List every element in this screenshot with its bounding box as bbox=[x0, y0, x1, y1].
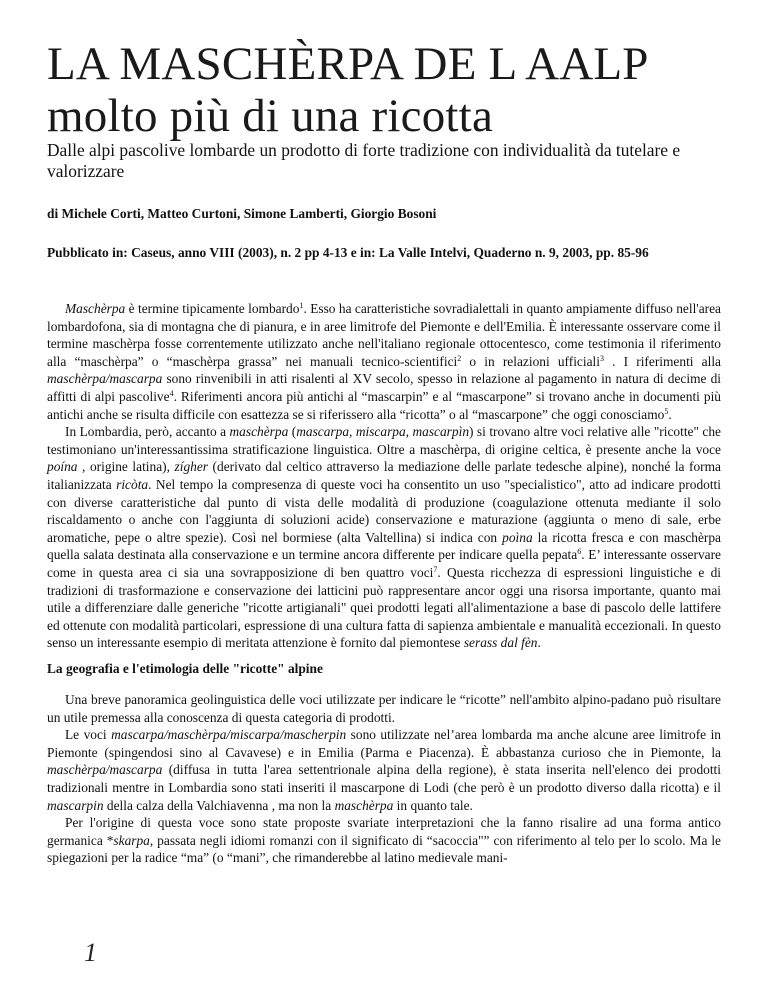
footnote-ref[interactable]: 6 bbox=[577, 547, 582, 557]
italic-term: serass dal fèn bbox=[463, 635, 538, 651]
text-run: . bbox=[537, 635, 541, 651]
text-run: in quanto tale. bbox=[393, 797, 473, 813]
text-run: è termine tipicamente lombardo bbox=[125, 301, 300, 316]
paragraph-5 bbox=[47, 814, 721, 867]
paragraph-1 bbox=[47, 300, 721, 423]
text-run: . E’ interessante osservare come in questa area ci sia una sovrapposizione di ben quattro voci bbox=[47, 547, 721, 580]
italic-term: mascarpa/maschèrpa/miscarpa/mascherpin bbox=[111, 727, 347, 743]
italic-term: mascarpa, miscarpa, mascarpìn bbox=[296, 424, 470, 440]
paragraph-2 bbox=[47, 423, 721, 652]
authors-line: di Michele Corti, Matteo Curtoni, Simone Lamberti, Giorgio Bosoni bbox=[47, 206, 437, 221]
text-run: . Questa ricchezza di espressioni linguistiche e di tradizioni di trasformazione e conservazione dei latticini può rappresentare ancor oggi una risorsa importante, quanto mai utile a differenziare dalle generiche "ricotte artigianali" quei prodotti legati all'alimentazione a base di pascolo delle lattifere ed ottenute con modalità particolari, espressione di una cultura fatta di sapienza ambientale e manualità eccezionali. In questo senso un interessante esempio di meritata attenzione è fornito dal piemontese bbox=[47, 564, 721, 651]
italic-term: skarpa bbox=[113, 832, 150, 848]
italic-term: poìna bbox=[502, 529, 533, 545]
italic-term: mascarpin bbox=[47, 797, 104, 813]
italic-term: maschèrpa/mascarpa bbox=[47, 371, 163, 387]
text-run: ) si trovano altre voci relative alle "ricotte" che testimoniano un'interessantissima stratificazione linguistica. Oltre a maschèrpa, di origine celtica, è presente anche la voce bbox=[47, 424, 721, 457]
geography-section bbox=[47, 691, 721, 867]
footnote-ref[interactable]: 2 bbox=[457, 353, 462, 363]
text-run: . Riferimenti ancora più antichi al “mascarpin” e al “mascarpone” si trovano anche in documenti più antichi anche se risulta difficile con esattezza se si riferissero alla “ricotta” o al “mascarpone” che oggi conosciamo bbox=[47, 388, 722, 422]
footnote-ref[interactable]: 1 bbox=[299, 301, 304, 310]
page-number: 1 bbox=[84, 938, 97, 967]
italic-term: maschèrpa bbox=[334, 797, 394, 813]
text-run: (derivato dal celtico attraverso la mediazione delle parlate tedesche alpine), nonché la forma italianizzata bbox=[47, 459, 722, 492]
title-line-1: LA MASCHÈRPA DE L AALP bbox=[47, 38, 649, 90]
footnote-ref[interactable]: 5 bbox=[664, 406, 669, 416]
footnote-ref[interactable]: 4 bbox=[169, 388, 174, 398]
text-run: ( bbox=[288, 424, 297, 440]
paragraph-4 bbox=[47, 726, 721, 814]
italic-term: poína bbox=[47, 459, 78, 475]
italic-term: maschèrpa/mascarpa bbox=[47, 762, 163, 778]
footnote-ref[interactable]: 7 bbox=[433, 564, 438, 574]
text-run: . Esso ha caratteristiche sovradialettali in quanto ampiamente diffuso nell'area lombardofona, sia di montagna che di pianura, e in aree limitrofe del Piemonte e dell'Emilia. È interessante osservare come il termine maschèrpa fosse correntemente utilizzato anche nell'italiano regionale ottocentesco, come testimonia il riferimento alla “maschèrpa” o “maschèrpa grassa” nei manuali tecnico-scientifici bbox=[47, 301, 721, 369]
text-run: della calza della Valchiavenna , ma non la bbox=[103, 797, 335, 813]
text-run: . bbox=[668, 406, 672, 422]
text-run: , origine latina), bbox=[77, 459, 175, 475]
text-run: sono utilizzate nel’area lombarda ma anche alcune aree limitrofe in Piemonte (spingendosi sino al Cavavese) e in Emilia (Parma e Piacenza). È abbastanza curioso che in Piemonte, la bbox=[47, 727, 721, 760]
document-title bbox=[47, 38, 727, 142]
title-line-2: molto più di una ricotta bbox=[47, 90, 493, 142]
publication-info: Pubblicato in: Caseus, anno VIII (2003), n. 2 pp 4-13 e in: La Valle Intelvi, Quaderno n. 9, 2003, pp. 85-96 bbox=[47, 245, 649, 260]
text-run: o in relazioni ufficiali bbox=[461, 353, 600, 369]
italic-term: ricòta bbox=[116, 476, 149, 492]
text-run: , passata negli idiomi romanzi con il significato di “sacoccia"” con riferimento al telo per lo scolo. Ma le spiegazioni per la radice “ma” (o “mani”, che rimanderebbe al latino medievale mani- bbox=[47, 832, 722, 866]
footnote-ref[interactable]: 3 bbox=[599, 353, 604, 363]
text-run: . Nel tempo la compresenza di queste voci ha consentito un uso "specialistico", atto ad indicare prodotti con diverse caratteristiche dal punto di vista delle modalità di produzione (coagulazione ottenuta mediante il solo riscaldamento o anche con l'aggiunta di soluzioni acide) conservazione e maturazione (aggiunta o meno di sale, erbe aromatiche, pepe o altre spezie). Così nel bormiese (alta Valtellina) si indica con bbox=[47, 476, 721, 545]
section-heading: La geografia e l'etimologia delle "ricotte" alpine bbox=[47, 661, 323, 676]
italic-term: Maschèrpa bbox=[65, 301, 126, 316]
text-run: . I riferimenti alla bbox=[603, 353, 721, 369]
text-run: Le voci bbox=[65, 727, 112, 743]
paragraph-3: Una breve panoramica geolinguistica delle voci utilizzate per indicare le “ricotte” nell'ambito alpino-padano può risultare un utile premessa alla conoscenza di questa categoria di prodotti. bbox=[47, 692, 721, 725]
italic-term: maschèrpa bbox=[229, 424, 289, 440]
document-subtitle: Dalle alpi pascolive lombarde un prodotto di forte tradizione con individualità da tutelare e valorizzare bbox=[47, 140, 681, 181]
text-run: Per l'origine di questa voce sono state proposte svariate interpretazioni che la fanno risalire ad una forma antico germanica * bbox=[47, 815, 721, 848]
intro-section bbox=[47, 300, 721, 652]
text-run: (diffusa in tutta l'area settentrionale alpina della regione), è stata inserita nell'elenco dei prodotti tradizionali mentre in Lombardia sono stati inseriti il mascarpone di Lodi (che però è un prodotto diverso dalla ricotta) e il bbox=[47, 762, 721, 795]
text-run: In Lombardia, però, accanto a bbox=[65, 424, 230, 440]
text-run: la ricotta fresca e con maschèrpa quella salata destinata alla conservazione e un termine ancora differente per indicare quella pepata bbox=[47, 529, 721, 563]
text-run: sono rinvenibili in atti risalenti al XV secolo, spesso in relazione al pagamento in natura di decime di affitti di alpi pascolive bbox=[47, 371, 721, 404]
italic-term: zígher bbox=[174, 459, 209, 475]
